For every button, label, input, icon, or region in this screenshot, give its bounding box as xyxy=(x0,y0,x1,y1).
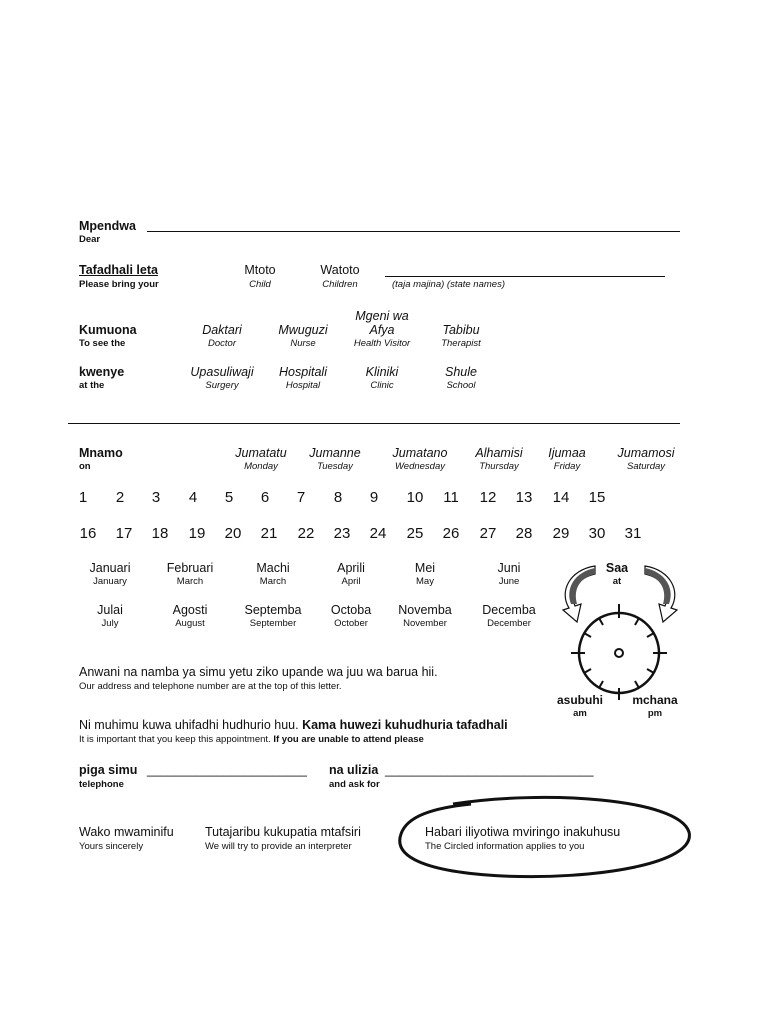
month-march-en: March xyxy=(259,576,287,587)
day-wednesday[interactable]: Jumatano xyxy=(392,446,448,460)
month-january[interactable]: Januari xyxy=(89,561,131,575)
signoff-en: Yours sincerely xyxy=(79,841,144,852)
ask-blank[interactable]: ______________________________ xyxy=(385,763,594,777)
month-may[interactable]: Mei xyxy=(414,561,436,575)
date-22[interactable]: 22 xyxy=(297,525,315,542)
important-note xyxy=(79,718,508,732)
on-label: Mnamo xyxy=(79,446,123,460)
phone-label: piga simu xyxy=(79,763,138,777)
month-august[interactable]: Agosti xyxy=(172,603,208,617)
date-5[interactable]: 5 xyxy=(224,489,234,506)
arrow-right-shade xyxy=(645,568,671,604)
month-december[interactable]: Decemba xyxy=(482,603,536,617)
day-saturday[interactable]: Jumamosi xyxy=(617,446,675,460)
day-tuesday-en: Tuesday xyxy=(317,461,353,472)
option-surgery-en: Surgery xyxy=(205,380,239,391)
day-tuesday[interactable]: Jumanne xyxy=(309,446,361,460)
month-february-en: March xyxy=(176,576,204,587)
date-23[interactable]: 23 xyxy=(333,525,351,542)
option-child[interactable]: Mtoto xyxy=(244,263,276,277)
phone-blank[interactable]: _______________________ xyxy=(147,763,307,777)
day-wednesday-en: Wednesday xyxy=(395,461,445,472)
option-clinic-en: Clinic xyxy=(370,380,394,391)
date-27[interactable]: 27 xyxy=(479,525,497,542)
month-july-en: July xyxy=(101,618,119,629)
month-april-en: April xyxy=(341,576,361,587)
on-label-en: on xyxy=(79,461,91,472)
important-note-en xyxy=(79,734,424,745)
bring-label-en: Please bring your xyxy=(79,279,159,290)
date-20[interactable]: 20 xyxy=(224,525,242,542)
option-doctor-en: Doctor xyxy=(208,338,236,349)
date-8[interactable]: 8 xyxy=(333,489,343,506)
arrow-left-shade xyxy=(569,568,595,604)
date-18[interactable]: 18 xyxy=(151,525,169,542)
am-label-en: am xyxy=(573,708,587,719)
date-29[interactable]: 29 xyxy=(552,525,570,542)
option-health-visitor-line1[interactable]: Mgeni wa xyxy=(355,309,409,323)
day-friday-en: Friday xyxy=(553,461,581,472)
circled-info-ellipse xyxy=(393,794,693,884)
address-note: Anwani na namba ya simu yetu ziko upande wa juu wa barua hii. xyxy=(79,665,438,679)
day-monday-en: Monday xyxy=(244,461,278,472)
date-30[interactable]: 30 xyxy=(588,525,606,542)
interpreter-note-en: We will try to provide an interpreter xyxy=(205,841,352,852)
option-hospital[interactable]: Hospitali xyxy=(279,365,327,379)
date-16[interactable]: 16 xyxy=(79,525,97,542)
signoff: Wako mwaminifu xyxy=(79,825,174,839)
pm-label-en: pm xyxy=(647,708,663,719)
month-june-en: June xyxy=(498,576,520,587)
month-april[interactable]: Aprili xyxy=(337,561,365,575)
date-19[interactable]: 19 xyxy=(188,525,206,542)
option-children-en: Children xyxy=(322,279,358,290)
option-child-en: Child xyxy=(249,279,271,290)
clock-center xyxy=(615,649,623,657)
pm-label[interactable]: mchana xyxy=(632,693,678,707)
day-thursday-en: Thursday xyxy=(479,461,519,472)
important-text-bold: Kama huwezi kuhudhuria tafadhali xyxy=(302,718,508,732)
date-3[interactable]: 3 xyxy=(151,489,161,506)
date-24[interactable]: 24 xyxy=(369,525,387,542)
circled-note: Habari iliyotiwa mviringo inakuhusu xyxy=(425,825,621,839)
option-school[interactable]: Shule xyxy=(445,365,477,379)
ask-label-en: and ask for xyxy=(329,779,380,790)
option-clinic[interactable]: Kliniki xyxy=(365,365,399,379)
month-january-en: January xyxy=(93,576,127,587)
see-label-en: To see the xyxy=(79,338,126,349)
month-october[interactable]: Octoba xyxy=(330,603,372,617)
bring-label: Tafadhali leta xyxy=(79,263,158,277)
date-7[interactable]: 7 xyxy=(296,489,306,506)
date-21[interactable]: 21 xyxy=(260,525,278,542)
date-17[interactable]: 17 xyxy=(115,525,133,542)
date-31[interactable]: 31 xyxy=(624,525,642,542)
date-6[interactable]: 6 xyxy=(260,489,270,506)
am-label[interactable]: asubuhi xyxy=(556,693,604,707)
dear-label-en: Dear xyxy=(79,234,101,245)
date-15[interactable]: 15 xyxy=(588,489,606,506)
time-label-en: at xyxy=(612,576,622,587)
option-nurse-en: Nurse xyxy=(290,338,316,349)
option-therapist[interactable]: Tabibu xyxy=(442,323,480,337)
date-1[interactable]: 1 xyxy=(78,489,88,506)
month-march[interactable]: Machi xyxy=(256,561,290,575)
date-14[interactable]: 14 xyxy=(552,489,570,506)
option-health-visitor-line2[interactable]: Afya xyxy=(369,323,395,337)
date-10[interactable]: 10 xyxy=(406,489,424,506)
option-hospital-en: Hospital xyxy=(285,380,321,391)
names-note: (taja majina) (state names) xyxy=(392,279,505,290)
day-friday[interactable]: Ijumaa xyxy=(548,446,586,460)
interpreter-note: Tutajaribu kukupatia mtafsiri xyxy=(205,825,361,839)
option-doctor[interactable]: Daktari xyxy=(202,323,242,337)
option-school-en: School xyxy=(446,380,476,391)
dear-name-line[interactable] xyxy=(147,231,680,232)
month-august-en: August xyxy=(175,618,205,629)
month-september[interactable]: Septemba xyxy=(244,603,302,617)
day-thursday[interactable]: Alhamisi xyxy=(475,446,523,460)
time-label: Saa xyxy=(605,561,629,575)
ask-label: na ulizia xyxy=(329,763,379,777)
option-surgery[interactable]: Upasuliwaji xyxy=(190,365,254,379)
important-text-en: It is important that you keep this appointment. xyxy=(79,734,271,745)
month-november-en: November xyxy=(403,618,447,629)
date-9[interactable]: 9 xyxy=(369,489,379,506)
option-nurse[interactable]: Mwuguzi xyxy=(278,323,328,337)
date-2[interactable]: 2 xyxy=(115,489,125,506)
option-health-visitor-en: Health Visitor xyxy=(353,338,411,349)
month-october-en: October xyxy=(334,618,368,629)
date-28[interactable]: 28 xyxy=(515,525,533,542)
month-december-en: December xyxy=(487,618,531,629)
month-may-en: May xyxy=(416,576,434,587)
dear-label: Mpendwa xyxy=(79,219,136,233)
at-label: kwenye xyxy=(79,365,125,379)
circled-note-en: The Circled information applies to you xyxy=(425,841,585,852)
day-monday[interactable]: Jumatatu xyxy=(235,446,287,460)
section-divider xyxy=(68,423,680,424)
date-25[interactable]: 25 xyxy=(406,525,424,542)
date-11[interactable]: 11 xyxy=(443,489,459,506)
date-12[interactable]: 12 xyxy=(479,489,497,506)
month-february[interactable]: Februari xyxy=(166,561,214,575)
see-label: Kumuona xyxy=(79,323,137,337)
address-note-en: Our address and telephone number are at the top of this letter. xyxy=(79,681,342,692)
phone-label-en: telephone xyxy=(79,779,124,790)
important-text: Ni muhimu kuwa uhifadhi hudhurio huu. xyxy=(79,718,299,732)
day-saturday-en: Saturday xyxy=(626,461,666,472)
option-children[interactable]: Watoto xyxy=(320,263,360,277)
important-text-en-bold: If you are unable to attend please xyxy=(273,734,424,745)
names-line[interactable] xyxy=(385,276,665,277)
month-september-en: September xyxy=(249,618,297,629)
month-june[interactable]: Juni xyxy=(497,561,521,575)
at-label-en: at the xyxy=(79,380,105,391)
date-13[interactable]: 13 xyxy=(515,489,533,506)
month-july[interactable]: Julai xyxy=(97,603,123,617)
clock-icon[interactable] xyxy=(555,560,685,700)
date-26[interactable]: 26 xyxy=(442,525,460,542)
option-therapist-en: Therapist xyxy=(441,338,481,349)
month-november[interactable]: Novemba xyxy=(398,603,452,617)
date-4[interactable]: 4 xyxy=(188,489,198,506)
